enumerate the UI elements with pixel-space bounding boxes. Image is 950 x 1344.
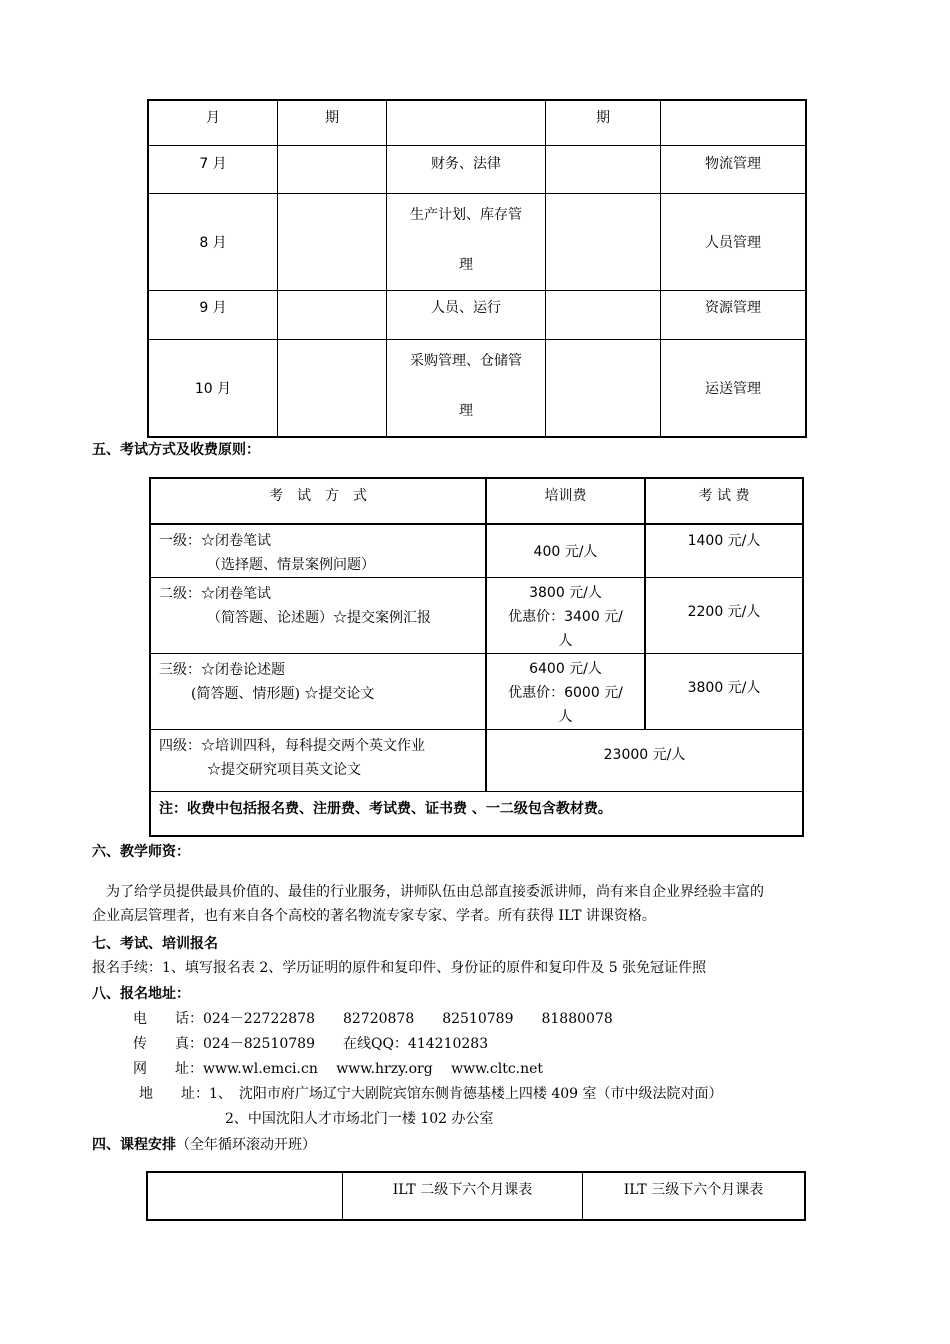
table-row: 8 月 生产计划、库存管 理 人员管理 bbox=[148, 193, 806, 290]
table-row: 三级：☆闭卷论述题 (简答题、情形题) ☆提交论文 6400 元/人 优惠价：6000 元/ 人 3800 元/人 bbox=[150, 654, 803, 730]
table-row: 9 月 人员、运行 资源管理 bbox=[148, 290, 806, 339]
section4-heading-note: （全年循环滚动开班） bbox=[176, 1137, 316, 1153]
fax-number: 024－82510789 在线QQ：414210283 bbox=[203, 1036, 489, 1052]
header-period: 期 bbox=[325, 110, 339, 126]
website-row bbox=[133, 1058, 543, 1078]
table-row: 7 月 财务、法律 物流管理 bbox=[148, 145, 806, 193]
address-line1: 1、 沈阳市府广场辽宁大剧院宾馆东侧肯德基楼上四楼 409 室（市中级法院对面） bbox=[209, 1086, 723, 1102]
table-row: 四级：☆培训四科，每科提交两个英文作业 ☆提交研究项目英文论文 23000 元/人 bbox=[150, 730, 803, 792]
section5-heading: 五、考试方式及收费原则： bbox=[92, 442, 260, 458]
section4-heading-row bbox=[92, 1134, 316, 1154]
header-ilt3-schedule: ILT 三级下六个月课表 bbox=[623, 1182, 764, 1198]
header-exam-fee: 考 试 费 bbox=[698, 488, 750, 504]
course-schedule-table bbox=[146, 1171, 806, 1221]
phone-numbers: 024－22722878 82720878 82510789 81880078 bbox=[203, 1011, 613, 1027]
header-training-fee: 培训费 bbox=[544, 488, 587, 504]
website-links[interactable]: www.wl.emci.cn www.hrzy.org www.cltc.net bbox=[203, 1061, 544, 1077]
phone-row bbox=[133, 1008, 613, 1028]
address-label: 地 址： bbox=[139, 1086, 209, 1102]
registration-procedure: 报名手续：1、填写报名表 2、学历证明的原件和复印件、身份证的原件和复印件及 5 张免冠证件照 bbox=[92, 960, 707, 976]
header-month: 月 bbox=[206, 110, 220, 126]
section6-paragraph-line2: 企业高层管理者，也有来自各个高校的著名物流专家专家、学者。所有获得 ILT 讲课资格。 bbox=[92, 908, 656, 924]
section6-heading: 六、教学师资： bbox=[92, 844, 190, 860]
schedule-table-top bbox=[147, 99, 807, 438]
section7-heading: 七、考试、培训报名 bbox=[92, 936, 218, 952]
header-period-2: 期 bbox=[596, 110, 610, 126]
section4-heading: 四、课程安排 bbox=[92, 1137, 176, 1153]
table-row: 二级：☆闭卷笔试 （简答题、论述题）☆提交案例汇报 3800 元/人 优惠价：3400 元/ 人 2200 元/人 bbox=[150, 578, 803, 654]
section8-heading: 八、报名地址： bbox=[92, 986, 190, 1002]
website-label: 网 址： bbox=[133, 1061, 203, 1077]
fax-label: 传 真： bbox=[133, 1036, 203, 1052]
fax-row bbox=[133, 1033, 488, 1053]
table-row: 10 月 采购管理、仓储管 理 运送管理 bbox=[148, 339, 806, 437]
section6-paragraph-line1: 为了给学员提供最具价值的、最佳的行业服务，讲师队伍由总部直接委派讲师，尚有来自企业界经验丰富的 bbox=[106, 884, 764, 900]
fee-note: 注：收费中包括报名费、注册费、考试费、证书费 、一二级包含教材费。 bbox=[159, 801, 612, 817]
header-exam-mode: 考 试 方 式 bbox=[269, 488, 367, 504]
phone-label: 电 话： bbox=[133, 1011, 203, 1027]
header-ilt2-schedule: ILT 二级下六个月课表 bbox=[392, 1182, 533, 1198]
table-row: 一级：☆闭卷笔试 （选择题、情景案例问题） 400 元/人 1400 元/人 bbox=[150, 524, 803, 578]
address-line2: 2、中国沈阳人才市场北门一楼 102 办公室 bbox=[225, 1111, 494, 1127]
address-row bbox=[139, 1083, 723, 1103]
fee-table bbox=[149, 477, 804, 837]
